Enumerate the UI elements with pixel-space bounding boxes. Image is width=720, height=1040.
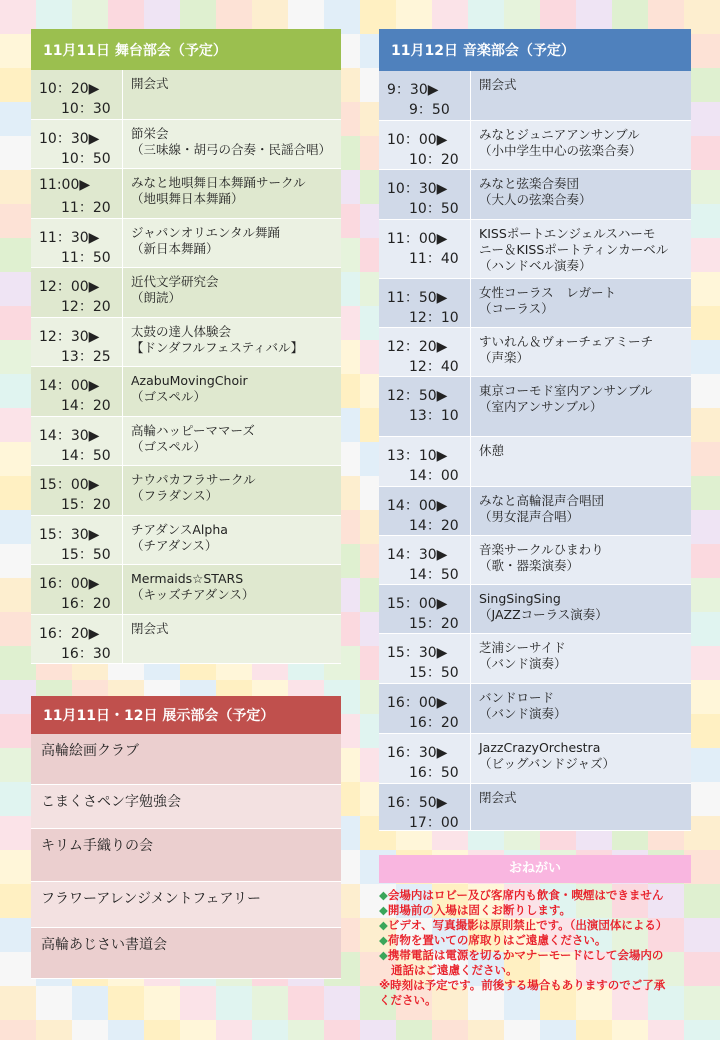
program-name: 開会式 bbox=[479, 77, 517, 92]
stage-schedule-title: 11月11日 舞台部会（予定） bbox=[31, 29, 341, 70]
program-name: みなと高輪混声合唱団 bbox=[479, 493, 605, 508]
music-time-cell bbox=[379, 634, 471, 683]
mosaic-tile bbox=[0, 1020, 36, 1040]
program-genre: （キッズチアダンス） bbox=[131, 587, 255, 602]
exhibit-item: キリム手織りの会 bbox=[31, 829, 341, 882]
program-name: チアダンスAlpha bbox=[131, 521, 228, 537]
stage-time-cell bbox=[31, 417, 123, 466]
mosaic-tile bbox=[288, 986, 324, 1020]
music-row bbox=[379, 536, 691, 585]
program-genre: （コーラス） bbox=[479, 301, 554, 316]
mosaic-tile bbox=[180, 1020, 216, 1040]
mosaic-tile bbox=[684, 1020, 720, 1040]
mosaic-tile bbox=[252, 1020, 288, 1040]
mosaic-tile bbox=[324, 986, 360, 1020]
mosaic-tile bbox=[180, 986, 216, 1020]
program-genre: 【ドンダフルフェスティバル】 bbox=[131, 339, 304, 355]
start-time: 11:00▶ bbox=[39, 177, 91, 193]
start-time: 10：20▶ bbox=[39, 81, 100, 97]
start-time: 16：30▶ bbox=[387, 745, 448, 761]
start-time: 14：30▶ bbox=[39, 427, 100, 444]
music-time-cell bbox=[379, 487, 471, 535]
mosaic-tile bbox=[504, 1020, 540, 1040]
start-time: 16：00▶ bbox=[387, 695, 448, 711]
notice-item bbox=[379, 903, 691, 918]
start-time: 15：00▶ bbox=[39, 477, 100, 493]
diamond-bullet-icon: ◆ bbox=[379, 918, 388, 932]
mosaic-tile bbox=[72, 1020, 108, 1040]
end-time: 14：50 bbox=[409, 567, 459, 583]
stage-time-cell bbox=[31, 565, 123, 614]
music-time-cell bbox=[379, 377, 471, 436]
start-time: 10：30▶ bbox=[39, 130, 100, 147]
music-program-cell bbox=[471, 734, 691, 783]
notice-text: 携帯電話は電源を切るかマナーモードにして会場内の bbox=[387, 948, 664, 962]
music-program-cell bbox=[471, 487, 691, 535]
program-genre: （ゴスペル） bbox=[131, 389, 207, 404]
end-time: 14：20 bbox=[61, 398, 111, 414]
notice-item bbox=[379, 933, 691, 948]
music-row bbox=[379, 71, 691, 121]
end-time: 13：10 bbox=[409, 408, 459, 424]
stage-row bbox=[31, 318, 341, 368]
end-time: 16：20 bbox=[61, 596, 111, 612]
music-row bbox=[379, 121, 691, 170]
stage-program-cell bbox=[123, 169, 341, 218]
end-time: 12：20 bbox=[61, 299, 111, 315]
stage-row bbox=[31, 466, 341, 516]
program-name: Mermaids☆STARS bbox=[131, 571, 244, 586]
music-row bbox=[379, 684, 691, 734]
mosaic-tile bbox=[540, 1020, 576, 1040]
program-genre: ニー＆KISSポートティンカーベル bbox=[479, 242, 669, 257]
program-name: 音楽サークルひまわり bbox=[479, 542, 604, 557]
stage-time-cell bbox=[31, 466, 123, 515]
program-name: ジャパンオリエンタル舞踊 bbox=[131, 224, 281, 240]
stage-program-cell bbox=[123, 615, 341, 664]
music-time-cell bbox=[379, 220, 471, 278]
mosaic-tile bbox=[648, 1020, 684, 1040]
music-row bbox=[379, 220, 691, 279]
program-genre: （チアダンス） bbox=[131, 537, 218, 553]
stage-program-cell bbox=[123, 318, 341, 367]
exhibit-item: こまくさペン字勉強会 bbox=[31, 785, 341, 829]
music-program-cell bbox=[471, 170, 691, 219]
music-program-cell bbox=[471, 279, 691, 327]
notice-item bbox=[379, 918, 691, 933]
program-name: 太鼓の達人体験会 bbox=[131, 323, 232, 339]
stage-row bbox=[31, 516, 341, 566]
program-genre: （小中学生中心の弦楽合奏） bbox=[479, 143, 642, 158]
end-time: 15：50 bbox=[409, 665, 459, 681]
music-time-cell bbox=[379, 170, 471, 219]
program-name: 閉会式 bbox=[479, 790, 517, 805]
music-row bbox=[379, 784, 691, 831]
diamond-bullet-icon: ◆ bbox=[379, 933, 388, 947]
notice-title: おねがい bbox=[379, 855, 691, 883]
end-time: 16：30 bbox=[61, 645, 111, 662]
stage-schedule-list bbox=[31, 70, 341, 664]
notice-item bbox=[379, 888, 691, 903]
stage-row bbox=[31, 615, 341, 665]
program-name: ナウパカフラサークル bbox=[131, 472, 256, 487]
program-genre: （ハンドベル演奏） bbox=[479, 258, 592, 273]
notice-text: 開場前の入場は固くお断りします。 bbox=[387, 903, 571, 917]
start-time: 12：00▶ bbox=[39, 279, 100, 295]
music-row bbox=[379, 585, 691, 634]
music-program-cell bbox=[471, 684, 691, 733]
mosaic-tile bbox=[216, 986, 252, 1020]
stage-time-cell bbox=[31, 516, 123, 565]
program-genre: （バンド演奏） bbox=[479, 656, 567, 671]
program-name: 近代文学研究会 bbox=[131, 274, 219, 289]
start-time: 9：30▶ bbox=[387, 82, 439, 98]
exhibit-panel bbox=[31, 696, 341, 979]
end-time: 10：20 bbox=[409, 152, 459, 168]
mosaic-tile bbox=[360, 1020, 396, 1040]
stage-program-cell bbox=[123, 120, 341, 169]
program-name: 休憩 bbox=[479, 443, 505, 458]
stage-row bbox=[31, 565, 341, 615]
exhibit-item: 高輪あじさい書道会 bbox=[31, 928, 341, 979]
stage-time-cell bbox=[31, 367, 123, 416]
stage-row bbox=[31, 367, 341, 417]
notice-text: 会場内はロビー及び客席内も飲食・喫煙はできません bbox=[387, 888, 664, 902]
start-time: 14：00▶ bbox=[387, 498, 448, 514]
diamond-bullet-icon: ◆ bbox=[379, 888, 388, 902]
music-row bbox=[379, 487, 691, 536]
end-time: 15：20 bbox=[61, 497, 111, 513]
music-program-cell bbox=[471, 437, 691, 486]
program-name: みなと地唄舞日本舞踊サークル bbox=[131, 175, 306, 190]
music-time-cell bbox=[379, 279, 471, 327]
music-program-cell bbox=[471, 328, 691, 376]
end-time: 10：50 bbox=[61, 150, 111, 167]
program-name: バンドロード bbox=[479, 690, 555, 705]
program-genre: （声楽） bbox=[479, 350, 530, 365]
program-genre: （朗読） bbox=[131, 290, 182, 305]
end-time: 12：40 bbox=[409, 359, 459, 375]
stage-row bbox=[31, 268, 341, 318]
music-program-cell bbox=[471, 585, 691, 633]
program-name: 閉会式 bbox=[131, 620, 169, 636]
notice-text: ビデオ、写真撮影は原則禁止です。（出演団体による） bbox=[387, 918, 668, 932]
mosaic-tile bbox=[144, 986, 180, 1020]
stage-row bbox=[31, 120, 341, 170]
program-name: 女性コーラス レガート bbox=[479, 285, 617, 300]
music-row bbox=[379, 170, 691, 220]
stage-program-cell bbox=[123, 565, 341, 614]
music-time-cell bbox=[379, 585, 471, 633]
program-name: 節栄会 bbox=[131, 125, 169, 141]
stage-program-cell bbox=[123, 70, 341, 119]
stage-schedule-panel bbox=[31, 29, 341, 664]
music-program-cell bbox=[471, 121, 691, 169]
program-genre: （JAZZコーラス演奏） bbox=[479, 607, 608, 622]
stage-time-cell bbox=[31, 120, 123, 169]
end-time: 14：20 bbox=[409, 518, 459, 534]
music-time-cell bbox=[379, 437, 471, 486]
program-name: みなと弦楽合奏団 bbox=[479, 176, 580, 191]
start-time: 11：30▶ bbox=[39, 229, 100, 246]
end-time: 11：40 bbox=[409, 251, 459, 267]
notice-text: 荷物を置いての席取りはご遠慮ください。 bbox=[387, 933, 607, 947]
stage-time-cell bbox=[31, 169, 123, 218]
end-time: 9：50 bbox=[409, 102, 450, 118]
start-time: 12：50▶ bbox=[387, 388, 448, 404]
start-time: 15：30▶ bbox=[387, 645, 448, 661]
music-row bbox=[379, 377, 691, 437]
mosaic-tile bbox=[576, 1020, 612, 1040]
program-genre: （地唄舞日本舞踊） bbox=[131, 191, 244, 206]
music-time-cell bbox=[379, 684, 471, 733]
start-time: 10：30▶ bbox=[387, 181, 448, 197]
end-time: 15：50 bbox=[61, 546, 111, 563]
program-name: 東京コーモド室内アンサンブル bbox=[479, 383, 653, 398]
end-time: 14：00 bbox=[409, 468, 459, 484]
mosaic-tile bbox=[72, 986, 108, 1020]
music-program-cell bbox=[471, 634, 691, 683]
end-time: 13：25 bbox=[61, 348, 111, 365]
program-genre: （大人の弦楽合奏） bbox=[479, 192, 592, 207]
music-row bbox=[379, 634, 691, 684]
start-time: 14：00▶ bbox=[39, 378, 100, 394]
music-program-cell bbox=[471, 784, 691, 830]
end-time: 16：20 bbox=[409, 715, 459, 731]
music-schedule-panel bbox=[379, 29, 691, 831]
start-time: 12：20▶ bbox=[387, 339, 448, 355]
mosaic-tile bbox=[252, 986, 288, 1020]
start-time: 16：20▶ bbox=[39, 625, 100, 642]
music-program-cell bbox=[471, 220, 691, 278]
stage-row bbox=[31, 70, 341, 120]
mosaic-tile bbox=[324, 1020, 360, 1040]
stage-time-cell bbox=[31, 70, 123, 119]
mosaic-tile bbox=[396, 1020, 432, 1040]
exhibit-item: フラワーアレンジメントフェアリー bbox=[31, 882, 341, 928]
program-genre: （室内アンサンブル） bbox=[479, 399, 603, 414]
stage-time-cell bbox=[31, 268, 123, 317]
music-time-cell bbox=[379, 734, 471, 783]
music-program-cell bbox=[471, 536, 691, 584]
start-time: 15：00▶ bbox=[387, 596, 448, 612]
music-row bbox=[379, 437, 691, 487]
mosaic-tile bbox=[36, 1020, 72, 1040]
stage-program-cell bbox=[123, 268, 341, 317]
end-time: 16：50 bbox=[409, 765, 459, 781]
end-time: 15：20 bbox=[409, 616, 459, 632]
program-genre: （三味線・胡弓の合奏・民謡合唱） bbox=[131, 141, 332, 157]
music-time-cell bbox=[379, 121, 471, 169]
music-program-cell bbox=[471, 71, 691, 120]
start-time: 10：00▶ bbox=[387, 132, 448, 148]
mosaic-tile bbox=[468, 1020, 504, 1040]
end-time: 12：10 bbox=[409, 310, 459, 326]
program-genre: （バンド演奏） bbox=[479, 706, 567, 721]
program-name: 開会式 bbox=[131, 76, 169, 91]
music-row bbox=[379, 734, 691, 784]
notice-list bbox=[379, 888, 691, 978]
end-time: 17：00 bbox=[409, 815, 459, 831]
stage-time-cell bbox=[31, 318, 123, 367]
music-row bbox=[379, 328, 691, 377]
music-row bbox=[379, 279, 691, 328]
stage-row bbox=[31, 219, 341, 269]
mosaic-tile bbox=[0, 986, 36, 1020]
music-schedule-title: 11月12日 音楽部会（予定） bbox=[379, 29, 691, 71]
start-time: 13：10▶ bbox=[387, 448, 448, 464]
music-program-cell bbox=[471, 377, 691, 436]
program-name: 芝浦シーサイド bbox=[479, 640, 566, 655]
stage-program-cell bbox=[123, 219, 341, 268]
mosaic-tile bbox=[108, 986, 144, 1020]
program-genre: （新日本舞踊） bbox=[131, 240, 219, 256]
end-time: 10：30 bbox=[61, 101, 111, 117]
music-time-cell bbox=[379, 784, 471, 830]
stage-row bbox=[31, 169, 341, 219]
program-genre: （ビッグバンドジャズ） bbox=[479, 756, 616, 771]
music-time-cell bbox=[379, 71, 471, 120]
mosaic-tile bbox=[216, 1020, 252, 1040]
stage-program-cell bbox=[123, 417, 341, 466]
program-name: AzabuMovingChoir bbox=[131, 373, 248, 388]
start-time: 15：30▶ bbox=[39, 526, 100, 543]
program-name: KISSポートエンジェルスハーモ bbox=[479, 226, 656, 241]
mosaic-tile bbox=[288, 1020, 324, 1040]
exhibit-list bbox=[31, 734, 341, 979]
music-schedule-list bbox=[379, 71, 691, 831]
start-time: 16：50▶ bbox=[387, 795, 448, 811]
start-time: 11：50▶ bbox=[387, 290, 448, 306]
diamond-bullet-icon: ◆ bbox=[379, 903, 388, 917]
program-name: 高輪ハッピーママーズ bbox=[131, 422, 255, 438]
stage-program-cell bbox=[123, 367, 341, 416]
stage-time-cell bbox=[31, 615, 123, 664]
end-time: 11：50 bbox=[61, 249, 111, 266]
notice-box bbox=[379, 855, 691, 1008]
program-name: JazzCrazyOrchestra bbox=[479, 740, 601, 755]
program-name: すいれん＆ヴォーチェアミーチ bbox=[479, 334, 654, 349]
stage-time-cell bbox=[31, 219, 123, 268]
program-name: SingSingSing bbox=[479, 591, 561, 606]
start-time: 12：30▶ bbox=[39, 328, 100, 345]
mosaic-tile bbox=[432, 1020, 468, 1040]
notice-remark: ※時刻は予定です。前後する場合もありますのでご了承 bbox=[379, 978, 666, 992]
exhibit-item: 高輪絵画クラブ bbox=[31, 734, 341, 785]
program-genre: （男女混声合唱） bbox=[479, 509, 580, 524]
mosaic-tile bbox=[108, 1020, 144, 1040]
program-genre: （ゴスペル） bbox=[131, 438, 207, 454]
mosaic-tile bbox=[144, 1020, 180, 1040]
notice-remark-cont: ください。 bbox=[379, 993, 437, 1007]
program-genre: （歌・器楽演奏） bbox=[479, 558, 580, 573]
music-time-cell bbox=[379, 328, 471, 376]
program-genre: （フラダンス） bbox=[131, 488, 219, 503]
program-name: みなとジュニアアンサンブル bbox=[479, 127, 640, 142]
end-time: 11：20 bbox=[61, 200, 111, 216]
start-time: 11：00▶ bbox=[387, 231, 448, 247]
stage-program-cell bbox=[123, 516, 341, 565]
diamond-bullet-icon: ◆ bbox=[379, 948, 388, 962]
start-time: 16：00▶ bbox=[39, 576, 100, 592]
stage-row bbox=[31, 417, 341, 467]
music-time-cell bbox=[379, 536, 471, 584]
end-time: 10：50 bbox=[409, 201, 459, 217]
mosaic-tile bbox=[612, 1020, 648, 1040]
mosaic-tile bbox=[36, 986, 72, 1020]
notice-item bbox=[379, 948, 691, 963]
exhibit-title: 11月11日・12日 展示部会（予定） bbox=[31, 696, 341, 734]
notice-text-cont: 通話はご遠慮ください。 bbox=[391, 963, 518, 977]
start-time: 14：30▶ bbox=[387, 547, 448, 563]
stage-program-cell bbox=[123, 466, 341, 515]
end-time: 14：50 bbox=[61, 447, 111, 464]
